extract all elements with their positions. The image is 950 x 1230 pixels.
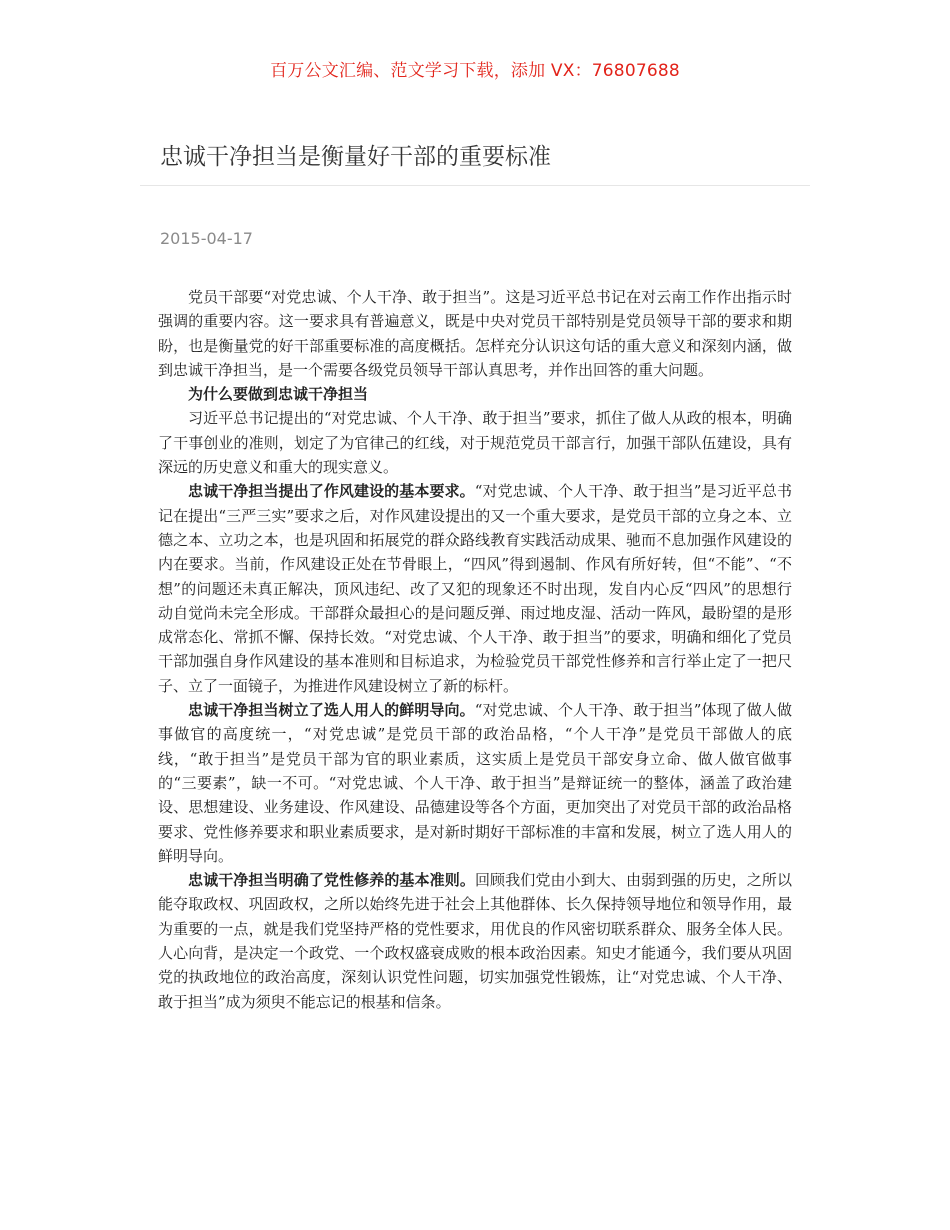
paragraph-selection xyxy=(158,698,792,868)
intro-paragraph: 党员干部要“对党忠诚、个人干净、敢于担当”。这是习近平总书记在对云南工作作出指示时强调的重要内容。这一要求具有普遍意义，既是中央对党员干部特别是党员领导干部的要求和期盼，也是衡量党的好干部重要标准的高度概括。怎样充分认识这句话的重大意义和深刻内涵，做到忠诚干净担当，是一个需要各级党员领导干部认真思考，并作出回答的重大问题。 xyxy=(158,288,792,379)
section-heading: 为什么要做到忠诚干净担当 xyxy=(188,385,369,404)
paragraph-party-spirit xyxy=(158,868,792,1014)
paragraph-lead: 忠诚干净担当提出了作风建设的基本要求。 xyxy=(188,482,475,501)
paragraph-text: “对党忠诚、个人干净、敢于担当”是习近平总书记在提出“三严三实”要求之后，对作风建设提出的又一个重大要求，是党员干部的立身之本、立德之本、立功之本，也是巩固和拓展党的群众路线教育实践活动成果、驰而不息加强作风建设的内在要求。当前，作风建设正处在节骨眼上，“四风”得到遏制、作风有所好转，但“不能”、“不想”的问题还未真正解决，顶风违纪、改了又犯的现象还不时出现，发自内心反“四风”的思想行动自觉尚未完全形成。干部群众最担心的是问题反弹、雨过地皮湿、活动一阵风，最盼望的是形成常态化、常抓不懈、保持长效。“对党忠诚、个人干净、敢于担当”的要求，明确和细化了党员干部加强自身作风建设的基本准则和目标追求，为检验党员干部党性修养和言行举止定了一把尺子、立了一面镜子，为推进作风建设树立了新的标杆。 xyxy=(158,482,792,695)
promo-banner: 百万公文汇编、范文学习下载，添加 VX：76807688 xyxy=(270,61,680,81)
paragraph-text: “对党忠诚、个人干净、敢于担当”体现了做人做事做官的高度统一，“对党忠诚”是党员干部的政治品格，“个人干净”是党员干部做人的底线，“敢于担当”是党员干部为官的职业素质，这实质上是党员干部安身立命、做人做官做事的“三要素”，缺一不可。“对党忠诚、个人干净、敢于担当”是辩证统一的整体，涵盖了政治建设、思想建设、业务建设、作风建设、品德建设等各个方面，更加突出了对党员干部的政治品格要求、党性修养要求和职业素质要求，是对新时期好干部标准的丰富和发展，树立了选人用人的鲜明导向。 xyxy=(158,701,792,865)
paragraph-lead: 忠诚干净担当明确了党性修养的基本准则。 xyxy=(188,871,475,890)
paragraph-text: 回顾我们党由小到大、由弱到强的历史，之所以能夺取政权、巩固政权，之所以始终先进于社会上其他群体、长久保持领导地位和领导作用，最为重要的一点，就是我们党坚持严格的党性要求，用优良的作风密切联系群众、服务全体人民。人心向背，是决定一个政党、一个政权盛衰成败的根本政治因素。知史才能通今，我们要从巩固党的执政地位的政治高度，深刻认识党性问题，切实加强党性锻炼，让“对党忠诚、个人干净、敢于担当”成为须臾不能忘记的根基和信条。 xyxy=(158,871,792,1011)
publish-date: 2015-04-17 xyxy=(160,229,253,248)
title-divider xyxy=(140,185,810,186)
paragraph-work-style xyxy=(158,479,792,698)
article-title: 忠诚干净担当是衡量好干部的重要标准 xyxy=(160,144,551,170)
article-body xyxy=(158,285,792,1014)
paragraph-lead: 忠诚干净担当树立了选人用人的鲜明导向。 xyxy=(188,701,475,720)
paragraph-overview: 习近平总书记提出的“对党忠诚、个人干净、敢于担当”要求，抓住了做人从政的根本，明确了干事创业的准则，划定了为官律己的红线，对于规范党员干部言行，加强干部队伍建设，具有深远的历史意义和重大的现实意义。 xyxy=(158,409,792,477)
